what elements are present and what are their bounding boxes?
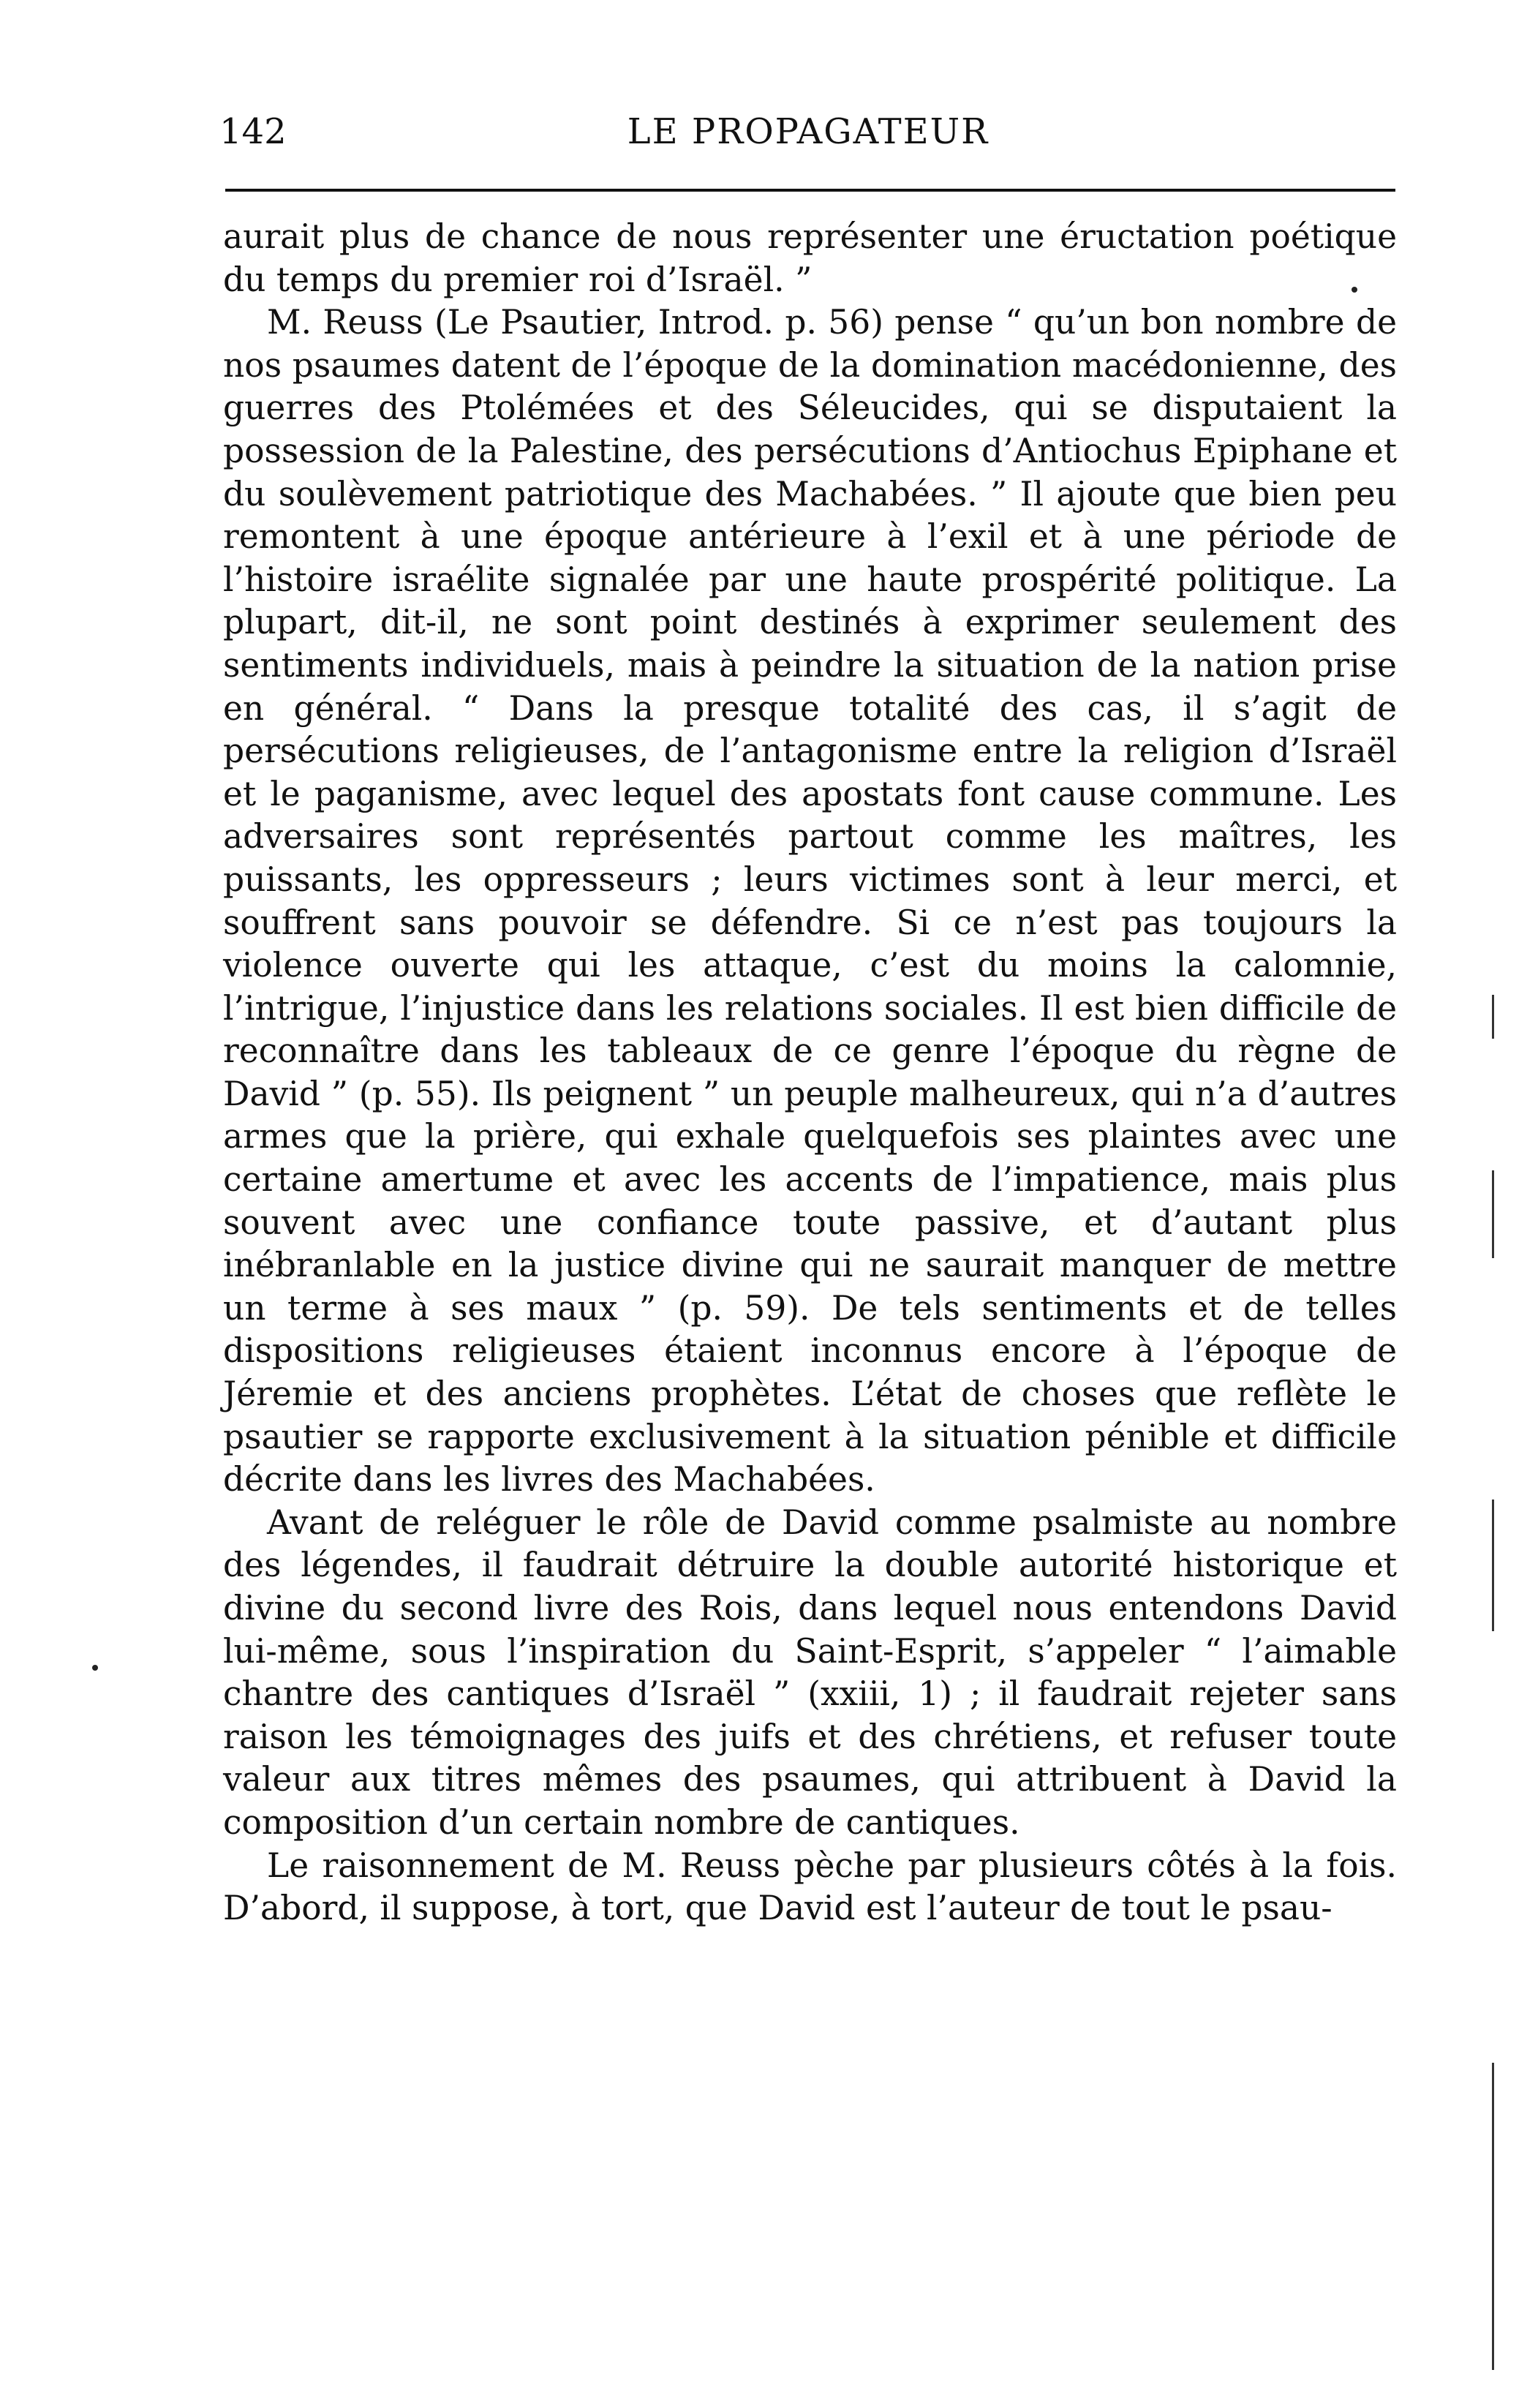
paragraph-raisonnement: Le raisonnement de M. Reuss pèche par plusieurs côtés à la fois. D’abord, il suppose, à tort, que David est l’auteur de tout le psau-	[223, 1845, 1397, 1928]
scan-dot	[1352, 287, 1357, 293]
paragraph-david: Avant de reléguer le rôle de David comme psalmiste au nombre des légendes, il faudrait détruire la double autorité historique et divine du second livre des Rois, dans lequel nous entendons David lui-même, sous l’inspiration du Saint-Esprit, s’appeler “ l’aimable chantre des cantiques d’Israël ” (xxiii, 1) ; il faudrait rejeter sans raison les témoignages des juifs et des chrétiens, et refuser toute valeur aux titres mêmes des psaumes, qui attribuent à David la composition d’un certain nombre de cantiques.	[223, 1502, 1397, 1842]
scan-edge-mark	[1492, 1170, 1494, 1258]
paragraph-continuation: aurait plus de chance de nous représenter une éructation poétique du temps du premier roi d’Israël. ”	[223, 217, 1397, 299]
header-rule	[225, 189, 1395, 192]
page-number: 142	[219, 111, 287, 152]
scan-dot	[92, 1665, 98, 1671]
scan-edge-mark	[1492, 995, 1494, 1039]
scan-edge-mark	[1492, 1500, 1494, 1631]
paragraph-reuss: M. Reuss (Le Psautier, Introd. p. 56) pense “ qu’un bon nombre de nos psaumes datent de l’époque de la domination macédonienne, des guerres des Ptolémées et des Séleucides, qui se disputaient la possession de la Palestine, des persécutions d’Antiochus Epiphane et du soulèvement patriotique des Machabées. ” Il ajoute que bien peu remontent à une époque antérieure à l’exil et à une période de l’histoire israélite signalée par une haute prospérité politique. La plupart, dit-il, ne sont point destinés à exprimer seulement des sentiments individuels, mais à peindre la situation de la nation prise en général. “ Dans la presque totalité des cas, il s’agit de persécutions religieuses, de l’antagonisme entre la religion d’Israël et le paganisme, avec lequel des apostats font cause commune. Les adversaires sont représentés partout comme les maîtres, les puissants, les oppresseurs ; leurs victimes sont à leur merci, et souffrent sans pouvoir se défendre. Si ce n’est pas toujours la violence ouverte qui les attaque, c’est du moins la calomnie, l’intrigue, l’injustice dans les relations sociales. Il est bien difficile de reconnaître dans les tableaux de ce genre l’époque du règne de David ” (p. 55). Ils peignent ” un peuple malheureux, qui n’a d’autres armes que la prière, qui exhale quelquefois ses plaintes avec une certaine amertume et avec les accents de l’impatience, mais plus souvent avec une confiance toute passive, et d’autant plus inébranlable en la justice divine qui ne saurait manquer de mettre un terme à ses maux ” (p. 59). De tels sentiments et de telles dispositions religieuses étaient inconnus encore à l’époque de Jéremie et des anciens prophètes. L’état de choses que reflète le psautier se rapporte exclusivement à la situation pénible et difficile décrite dans les livres des Machabées.	[223, 303, 1397, 1500]
running-title: LE PROPAGATEUR	[627, 111, 989, 152]
page-header	[219, 106, 1397, 157]
scan-edge-mark	[1492, 2063, 1494, 2370]
body-text	[223, 216, 1397, 1930]
